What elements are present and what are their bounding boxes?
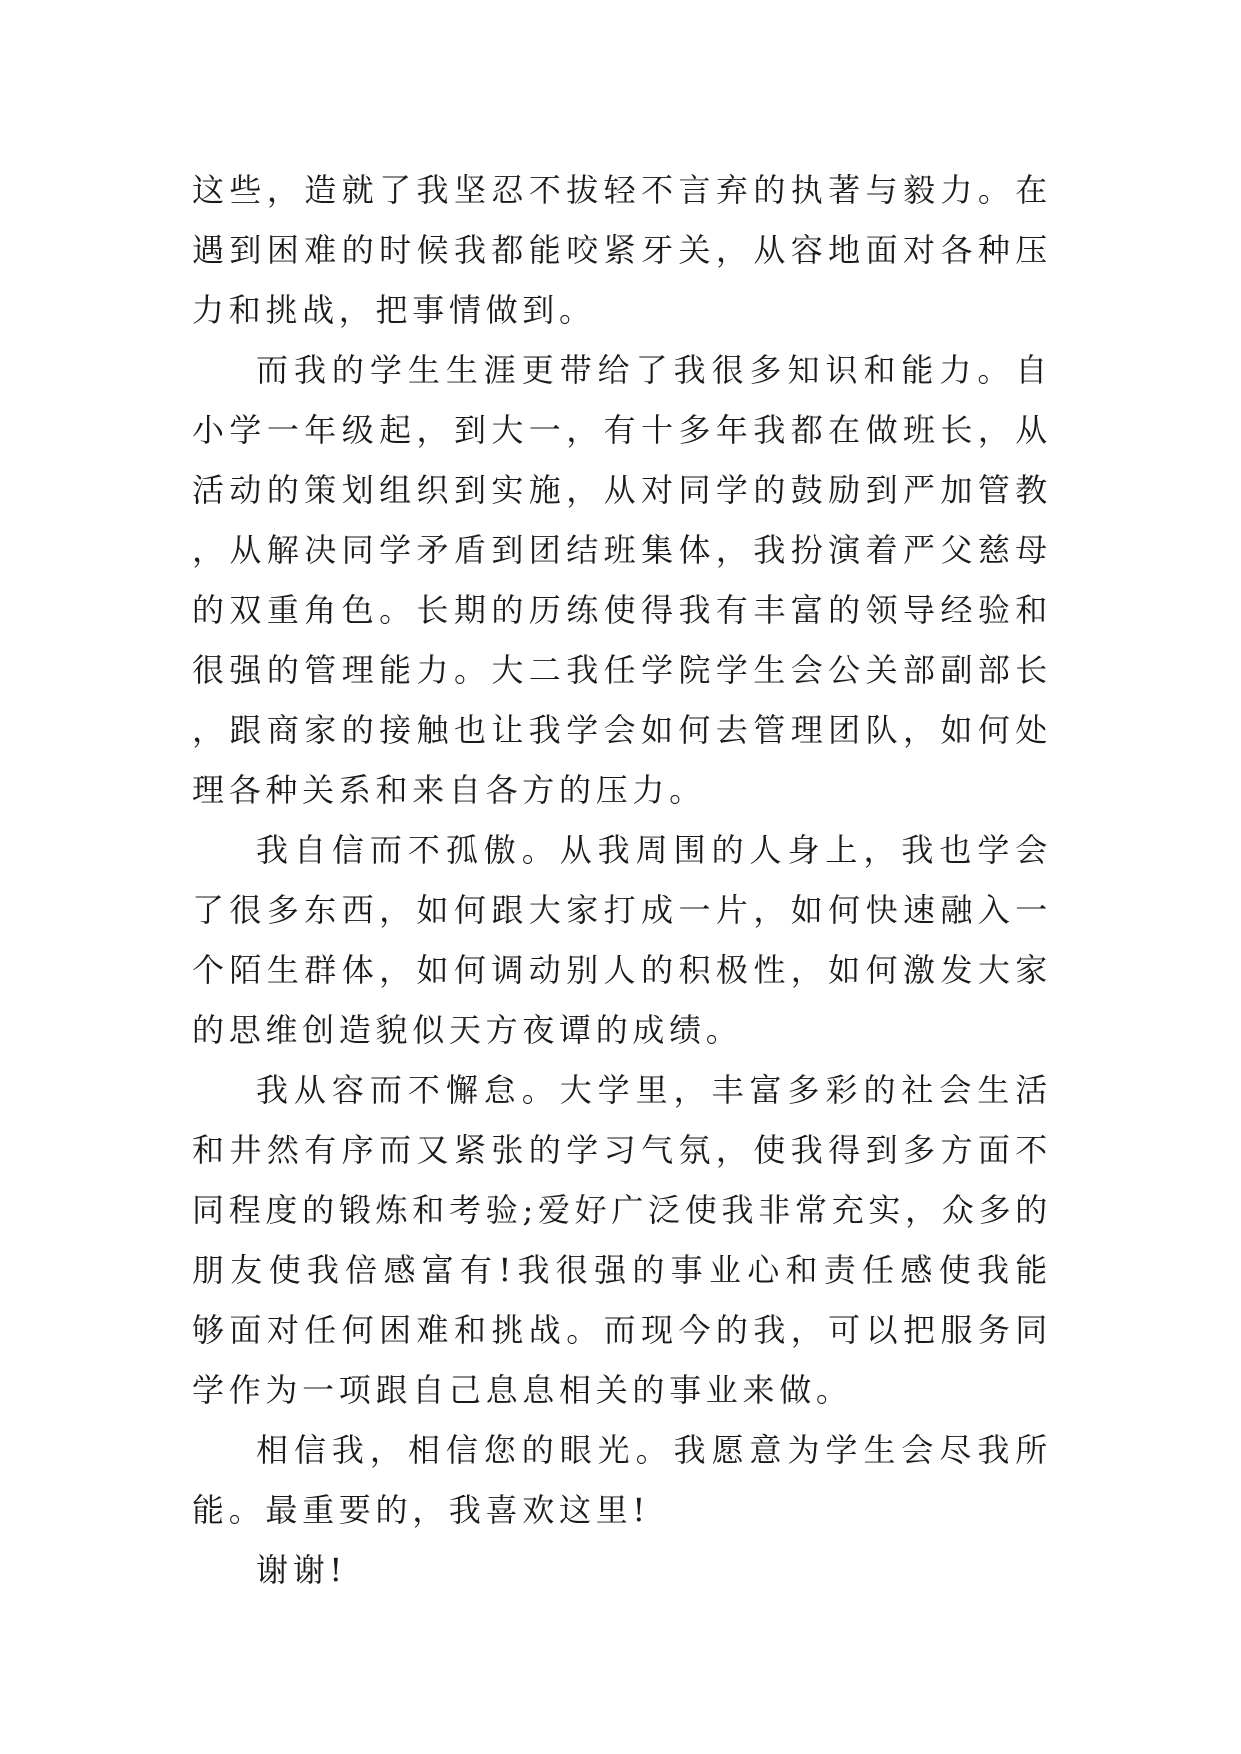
document-body (192, 160, 1052, 1600)
paragraph-perseverance: 这些，造就了我坚忍不拔轻不言弃的执著与毅力。在遇到困难的时候我都能咬紧牙关，从容地面对各种压力和挑战，把事情做到。 (192, 171, 1052, 329)
paragraph-confidence: 我自信而不孤傲。从我周围的人身上，我也学会了很多东西，如何跟大家打成一片，如何快速融入一个陌生群体，如何调动别人的积极性，如何激发大家的思维创造貌似天方夜谭的成绩。 (192, 831, 1052, 1049)
paragraph-composure: 我从容而不懈怠。大学里，丰富多彩的社会生活和井然有序而又紧张的学习气氛，使我得到多方面不同程度的锻炼和考验;爱好广泛使我非常充实，众多的朋友使我倍感富有!我很强的事业心和责任感使我能够面对任何困难和挑战。而现今的我，可以把服务同学作为一项跟自己息息相关的事业来做。 (192, 1071, 1052, 1409)
paragraph-thanks: 谢谢! (256, 1551, 347, 1589)
paragraph-trust-me: 相信我，相信您的眼光。我愿意为学生会尽我所能。最重要的，我喜欢这里! (192, 1431, 1052, 1529)
paragraph-student-career: 而我的学生生涯更带给了我很多知识和能力。自小学一年级起，到大一，有十多年我都在做班长，从活动的策划组织到实施，从对同学的鼓励到严加管教，从解决同学矛盾到团结班集体，我扮演着严父慈母的双重角色。长期的历练使得我有丰富的领导经验和很强的管理能力。大二我任学院学生会公关部副部长，跟商家的接触也让我学会如何去管理团队，如何处理各种关系和来自各方的压力。 (192, 351, 1052, 809)
